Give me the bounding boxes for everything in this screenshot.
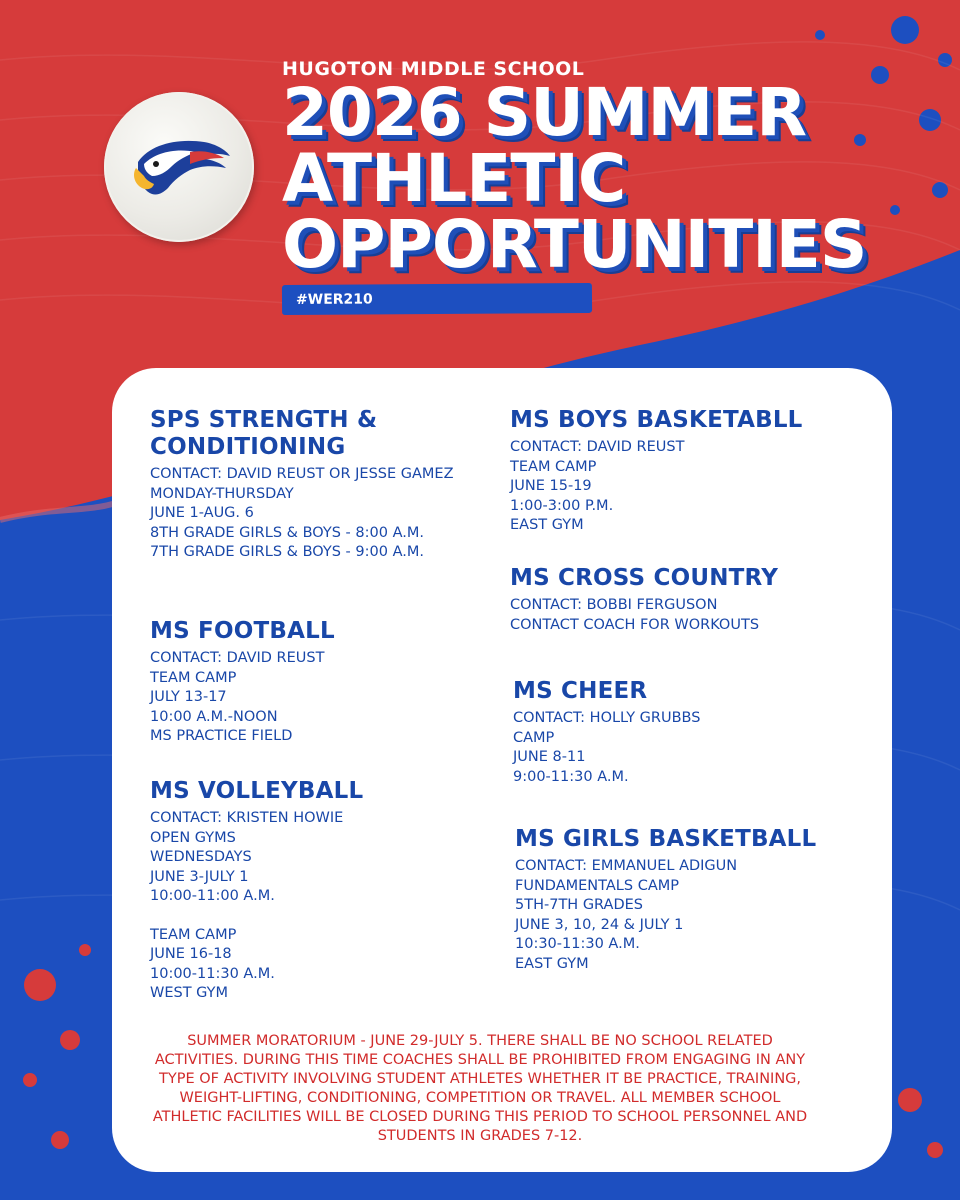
- section-title: SPS STRENGTH & CONDITIONING: [150, 407, 378, 460]
- hashtag-banner: #WER210: [282, 283, 592, 315]
- section-cheer: [513, 678, 853, 787]
- section-line: CAMP: [513, 729, 555, 746]
- section-girls-basketball: [515, 826, 855, 974]
- section-line: 9:00-11:30 A.M.: [513, 768, 629, 785]
- section-title: MS FOOTBALL: [150, 618, 335, 644]
- section-line: 10:00-11:00 A.M.: [150, 888, 275, 904]
- section-line: CONTACT: DAVID REUST OR JESSE GAMEZ: [150, 466, 454, 482]
- section-line: JUNE 15-19: [510, 478, 592, 494]
- title-line-2: ATHLETIC: [282, 140, 626, 217]
- section-line: OPEN GYMS: [150, 829, 236, 846]
- section-title: MS BOYS BASKETABLL: [510, 407, 803, 433]
- section-line: JUNE 1-AUG. 6: [150, 505, 254, 521]
- section-volleyball: [150, 778, 490, 1004]
- section-line: TEAM CAMP: [150, 926, 237, 943]
- title-line-1: 2026 SUMMER: [282, 74, 807, 151]
- section-line: WEDNESDAYS: [150, 849, 252, 865]
- section-line: JUNE 8-11: [513, 749, 586, 765]
- section-line: 10:00-11:30 A.M.: [150, 965, 275, 982]
- section-line: TEAM CAMP: [150, 669, 237, 686]
- section-line: CONTACT: DAVID REUST: [150, 650, 325, 666]
- section-line: JUNE 3-JULY 1: [150, 868, 249, 885]
- moratorium-notice: SUMMER MORATORIUM - JUNE 29-JULY 5. THERE SHALL BE NO SCHOOL RELATED ACTIVITIES. DURING THIS TIME COACHES SHALL BE PROHIBITED FROM ENGAGING IN ANY TYPE OF ACTIVITY INVOLVING STUDENT ATHLETES WHETHER IT BE PRACTICE, TRAINING, WEIGHT-LIFTING, CONDITIONING, COMPETITION OR TRAVEL. ALL MEMBER SCHOOL ATHLETIC FACILITIES WILL BE CLOSED DURING THIS PERIOD TO SCHOOL PERSONNEL AND STUDENTS IN GRADES 7-12.: [152, 1033, 808, 1144]
- section-line: CONTACT: HOLLY GRUBBS: [513, 710, 701, 726]
- section-line: CONTACT: DAVID REUST: [510, 439, 685, 455]
- section-cross-country: [510, 565, 850, 635]
- section-line: WEST GYM: [150, 985, 229, 1001]
- header: [0, 0, 960, 360]
- logo-badge: [104, 92, 254, 242]
- school-name: HUGOTON MIDDLE SCHOOL: [282, 58, 585, 80]
- section-line: 7TH GRADE GIRLS & BOYS - 9:00 A.M.: [150, 544, 424, 560]
- section-line: EAST GYM: [515, 955, 589, 972]
- section-line: JUNE 16-18: [150, 946, 232, 962]
- title-line-3: OPPORTUNITIES: [282, 206, 867, 283]
- section-line: 8TH GRADE GIRLS & BOYS - 8:00 A.M.: [150, 524, 424, 541]
- eagle-head-icon: [130, 132, 234, 206]
- section-line: CONTACT: EMMANUEL ADIGUN: [515, 858, 738, 874]
- section-line: 5TH-7TH GRADES: [515, 897, 643, 913]
- section-football: [150, 618, 490, 747]
- section-line: EAST GYM: [510, 517, 584, 533]
- section-title: MS VOLLEYBALL: [150, 778, 364, 804]
- section-line: 10:30-11:30 A.M.: [515, 936, 640, 952]
- section-line: MS PRACTICE FIELD: [150, 728, 293, 744]
- section-line: JUNE 3, 10, 24 & JULY 1: [515, 916, 684, 933]
- section-line: MONDAY-THURSDAY: [150, 485, 294, 502]
- section-boys-basketball: [510, 407, 850, 536]
- section-line: TEAM CAMP: [510, 458, 597, 475]
- section-line: CONTACT: KRISTEN HOWIE: [150, 810, 344, 826]
- section-line: JULY 13-17: [150, 689, 227, 705]
- section-line: CONTACT: BOBBI FERGUSON: [510, 597, 718, 613]
- section-strength-conditioning: [150, 407, 490, 563]
- section-line: CONTACT COACH FOR WORKOUTS: [510, 616, 760, 633]
- section-line: FUNDAMENTALS CAMP: [515, 877, 679, 894]
- section-title: MS GIRLS BASKETBALL: [515, 826, 817, 852]
- section-line: 1:00-3:00 P.M.: [510, 497, 614, 514]
- section-line: 10:00 A.M.-NOON: [150, 708, 278, 725]
- section-title: MS CHEER: [513, 678, 648, 704]
- section-title: MS CROSS COUNTRY: [510, 565, 779, 591]
- page-title: [282, 74, 867, 283]
